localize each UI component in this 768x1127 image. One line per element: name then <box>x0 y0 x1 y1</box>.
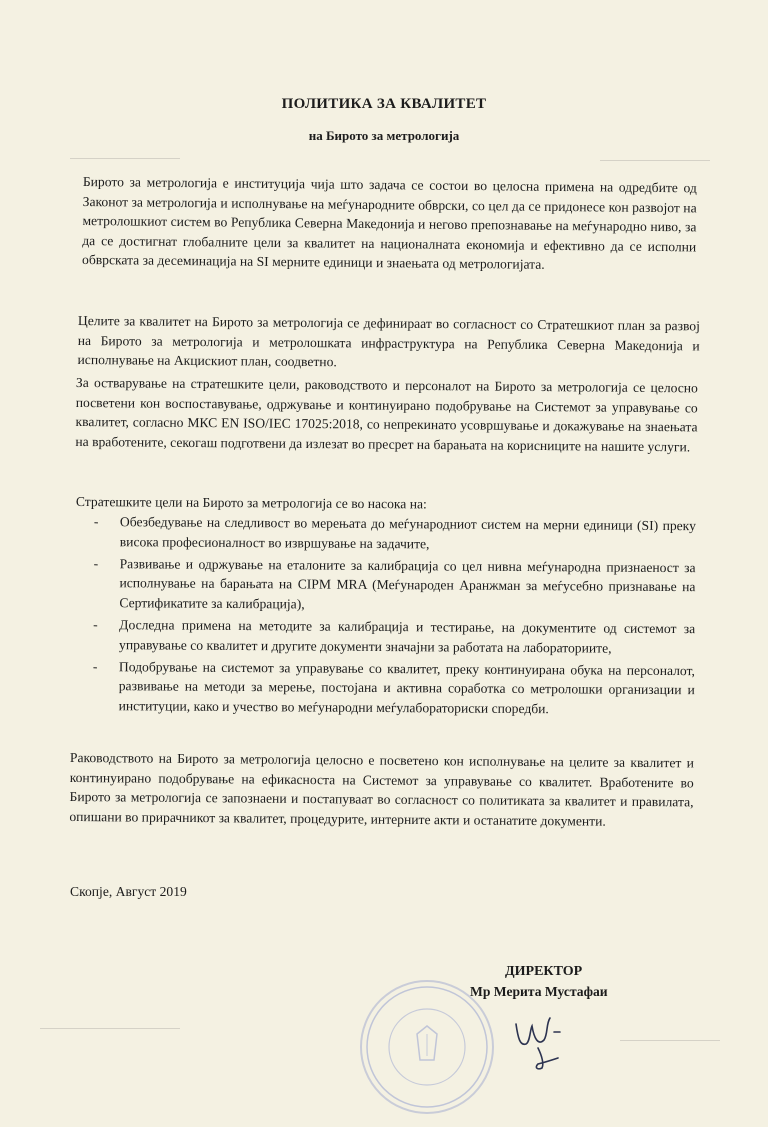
list-item <box>91 657 695 721</box>
paragraph-strategic-goals: Стратешките цели на Бирото за метрологија се во насока на: <box>75 493 427 512</box>
stamp-seal-icon <box>362 982 492 1112</box>
list-item-text: Доследна примена на методите за калибрација и тестирање, на документите од системот за управување со квалитет и другите документи значајни за работата на лабораториите, <box>119 617 696 656</box>
scan-rule <box>70 158 180 159</box>
document-subtitle: на Бирото за метрологија <box>308 128 460 143</box>
paragraph-commitment: За остварување на стратешките цели, раководството и персоналот на Бирото за метрологија се целосно посветени кон воспоставување, одржување и континуирано подобрување на Системот за управување со квалитет, согласно МКС EN ISO/IEC 17025:2018, со непрекинато усовршување и докажување на знаењата на вработените, секогаш подготвени да излезат во пресрет на барањата на корисниците на нашите услуги. <box>75 374 698 455</box>
scan-rule <box>40 1028 180 1029</box>
list-item-text: Обезбедување на следливост во мерењата до меѓународниот систем на мерни единици (SI) преку висока професионалност во извршување на задачите, <box>119 514 696 552</box>
paragraph-intro: Бирото за метрологија е институција чија што задача се состои во целосна примена на одредбите од Законот за метрологија и исполнување на меѓународните обврски, со цел да се придонесе кон развојот на метролошкиот систем во Република Северна Македонија и негово препознавање на меѓународно ниво, за да се достигнат глобалните цели за квалитет на националната економија и ефективно да се исполни обврската за десеминација на SI мерните единици и знаењата од метрологијата. <box>82 173 697 273</box>
bullet-dash: - <box>92 658 98 674</box>
list-item-text: Подобрување на системот за управување со квалитет, преку континуирана обука на персоналот, развивање на методи за мерење, постојана и активна соработка со метролошки организации и институции, како и учество во меѓународни меѓулабораториски споредби. <box>118 658 695 717</box>
paragraph-objectives: Целите за квалитет на Бирото за метрологија се дефинираат во согласност со Стратешкиот план за развој на Бирото за метрологија и метролошката инфраструктура на Република Северна Македонија и исполнување на Акцискиот план, соодветно. <box>77 312 700 370</box>
list-item <box>91 615 695 659</box>
list-item-text: Развивање и одржување на еталоните за калибрација со цел нивна меѓународна признаеност за исполнување на барањата на CIPM MRA (Меѓународен Аранжман за меѓусебно признавање на Сертификатите за калибрација), <box>119 555 696 612</box>
bullet-dash: - <box>93 555 99 571</box>
list-item <box>92 512 696 556</box>
paragraph-management: Раководството на Бирото за метрологија целосно е посветено кон исполнување на целите за квалитет и континуирано подобрување на ефикасноста на Системот за управување со квалитет. Вработените во Бирото за метрологија се запознаени и постапуваат во согласност со политиката за квалитет и правилата, опишани во прирачникот за квалитет, процедурите, интерните акти и останатите документи. <box>69 749 694 829</box>
scan-rule <box>600 160 710 161</box>
list-item <box>91 554 695 618</box>
scan-rule <box>620 1040 720 1041</box>
document-title: ПОЛИТИКА ЗА КВАЛИТЕТ <box>281 96 487 112</box>
official-stamp <box>360 980 494 1114</box>
signatory-title: ДИРЕКТОР <box>505 964 583 979</box>
handwritten-signature <box>508 1004 578 1074</box>
strategic-goals-list <box>91 512 696 722</box>
place-date: Скопје, Август 2019 <box>70 884 187 899</box>
signatory-name: Мр Мерита Мустафаи <box>470 984 608 999</box>
bullet-dash: - <box>93 514 99 530</box>
bullet-dash: - <box>93 616 98 633</box>
